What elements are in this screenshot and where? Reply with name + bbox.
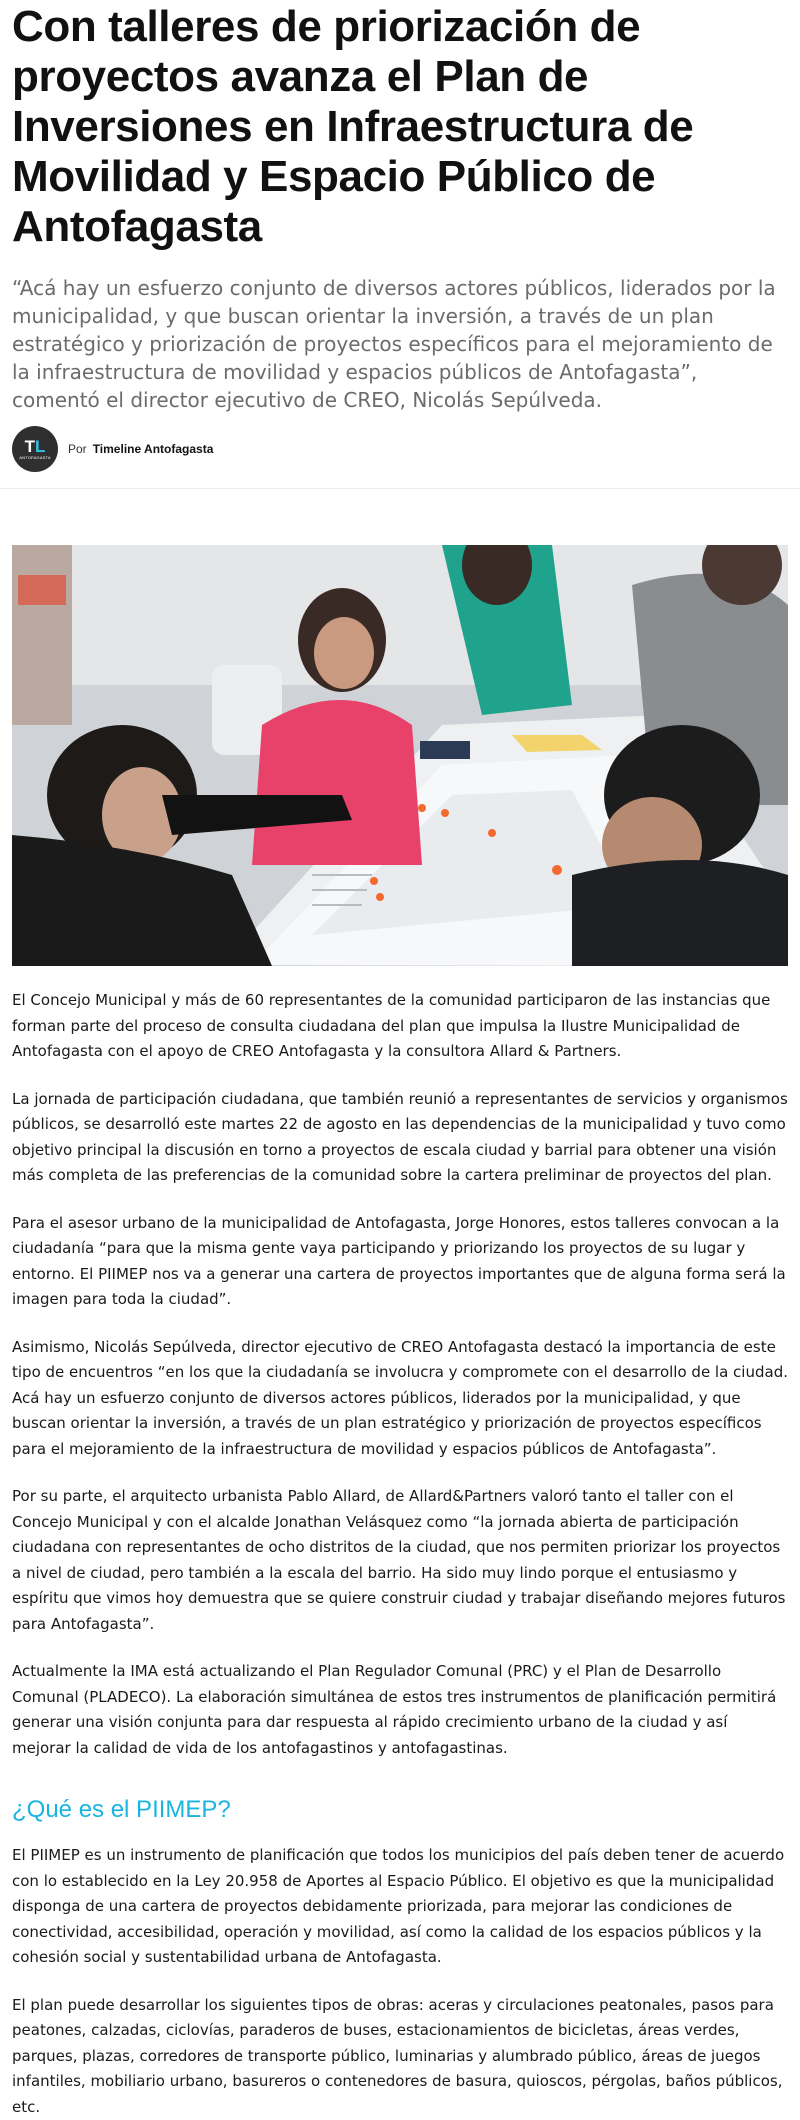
article-paragraph: Por su parte, el arquitecto urbanista Pablo Allard, de Allard&Partners valoró tanto el taller con el Concejo Municipal y con el alcalde Jonathan Velásquez como “la jornada abierta de participación ciudadana con representantes de ocho distritos de la ciudad, que nos permiten priorizar los proyectos a nivel de ciudad, pero también a la escala del barrio. Ha sido muy lindo porque el entusiasmo y espíritu que vimos hoy demuestra que se quiere construir ciudad y trabajar diseñando mejores futuros para Antofagasta”. [12, 1484, 788, 1637]
article-paragraph: Actualmente la IMA está actualizando el Plan Regulador Comunal (PRC) y el Plan de Desarrollo Comunal (PLADECO). La elaboración simultánea de estos tres instrumentos de planificación permitirá generar una visión conjunta para dar respuesta al rápido crecimiento urbano de la ciudad y así mejorar la calidad de vida de los antofagastinos y antofagastinas. [12, 1659, 788, 1761]
article-lede: “Acá hay un esfuerzo conjunto de diversos actores públicos, liderados por la municipalidad, y que buscan orientar la inversión, a través de un plan estratégico y priorización de proyectos específicos para el mejoramiento de la infraestructura de movilidad y espacios públicos de Antofagasta”, comentó el director ejecutivo de CREO, Nicolás Sepúlveda. [12, 274, 788, 414]
article-paragraph: Asimismo, Nicolás Sepúlveda, director ejecutivo de CREO Antofagasta destacó la importancia de este tipo de encuentros “en los que la ciudadanía se involucra y compromete con el desarrollo de la ciudad. Acá hay un esfuerzo conjunto de diversos actores públicos, liderados por la municipalidad, y que buscan orientar la inversión, a través de un plan estratégico y priorización de proyectos específicos para el mejoramiento de la infraestructura de movilidad y espacios públicos de Antofagasta”. [12, 1335, 788, 1463]
article-paragraph: Para el asesor urbano de la municipalidad de Antofagasta, Jorge Honores, estos talleres convocan a la ciudadanía “para que la misma gente vaya participando y priorizando los proyectos de su lugar y entorno. El PIIMEP nos va a generar una cartera de proyectos importantes que de alguna forma será la imagen para toda la ciudad”. [12, 1211, 788, 1313]
avatar-logo-mark: TL [25, 439, 46, 455]
article-paragraph: El plan puede desarrollar los siguientes tipos de obras: aceras y circulaciones peatonales, pasos para peatones, calzadas, ciclovías, paraderos de buses, estacionamientos de bicicletas, áreas verdes, parques, plazas, corredores de transporte público, luminarias y alumbrado público, áreas de juegos infantiles, mobiliario urbano, basureros o contenedores de basura, quioscos, pérgolas, baños públicos, etc. [12, 1993, 788, 2120]
article-paragraph: El PIIMEP es un instrumento de planificación que todos los municipios del país deben tener de acuerdo con lo establecido en la Ley 20.958 de Aportes al Espacio Público. El objetivo es que la municipalidad disponga de una cartera de proyectos debidamente priorizada, para mejorar las condiciones de conectividad, accesibilidad, operación y movilidad, así como la calidad de los espacios públicos y la cohesión social y sustentabilidad urbana de Antofagasta. [12, 1843, 788, 1971]
avatar-caption: ANTOFAGASTA [19, 455, 50, 460]
byline [12, 426, 788, 472]
article-paragraph: El Concejo Municipal y más de 60 representantes de la comunidad participaron de las instancias que forman parte del proceso de consulta ciudadana del plan que impulsa la Ilustre Municipalidad de Antofagasta con el apoyo de CREO Antofagasta y la consultora Allard & Partners. [12, 988, 788, 1065]
header-divider [0, 488, 800, 489]
author-avatar[interactable] [12, 426, 58, 472]
workshop-photo-illustration [12, 545, 788, 966]
article-paragraph: La jornada de participación ciudadana, que también reunió a representantes de servicios y organismos públicos, se desarrolló este martes 22 de agosto en las dependencias de la municipalidad y tuvo como objetivo principal la discusión en torno a proyectos de escala ciudad y barrial para obtener una visión más completa de las preferencias de la comunidad sobre la cartera preliminar de proyectos del plan. [12, 1087, 788, 1189]
article-headline: Con talleres de priorización de proyectos avanza el Plan de Inversiones en Infraestructura de Movilidad y Espacio Público de Antofagasta [12, 0, 788, 252]
byline-prefix: Por [68, 442, 87, 456]
article-photo [12, 545, 788, 966]
author-link[interactable]: Timeline Antofagasta [93, 442, 214, 456]
section-heading: ¿Qué es el PIIMEP? [12, 1795, 788, 1825]
